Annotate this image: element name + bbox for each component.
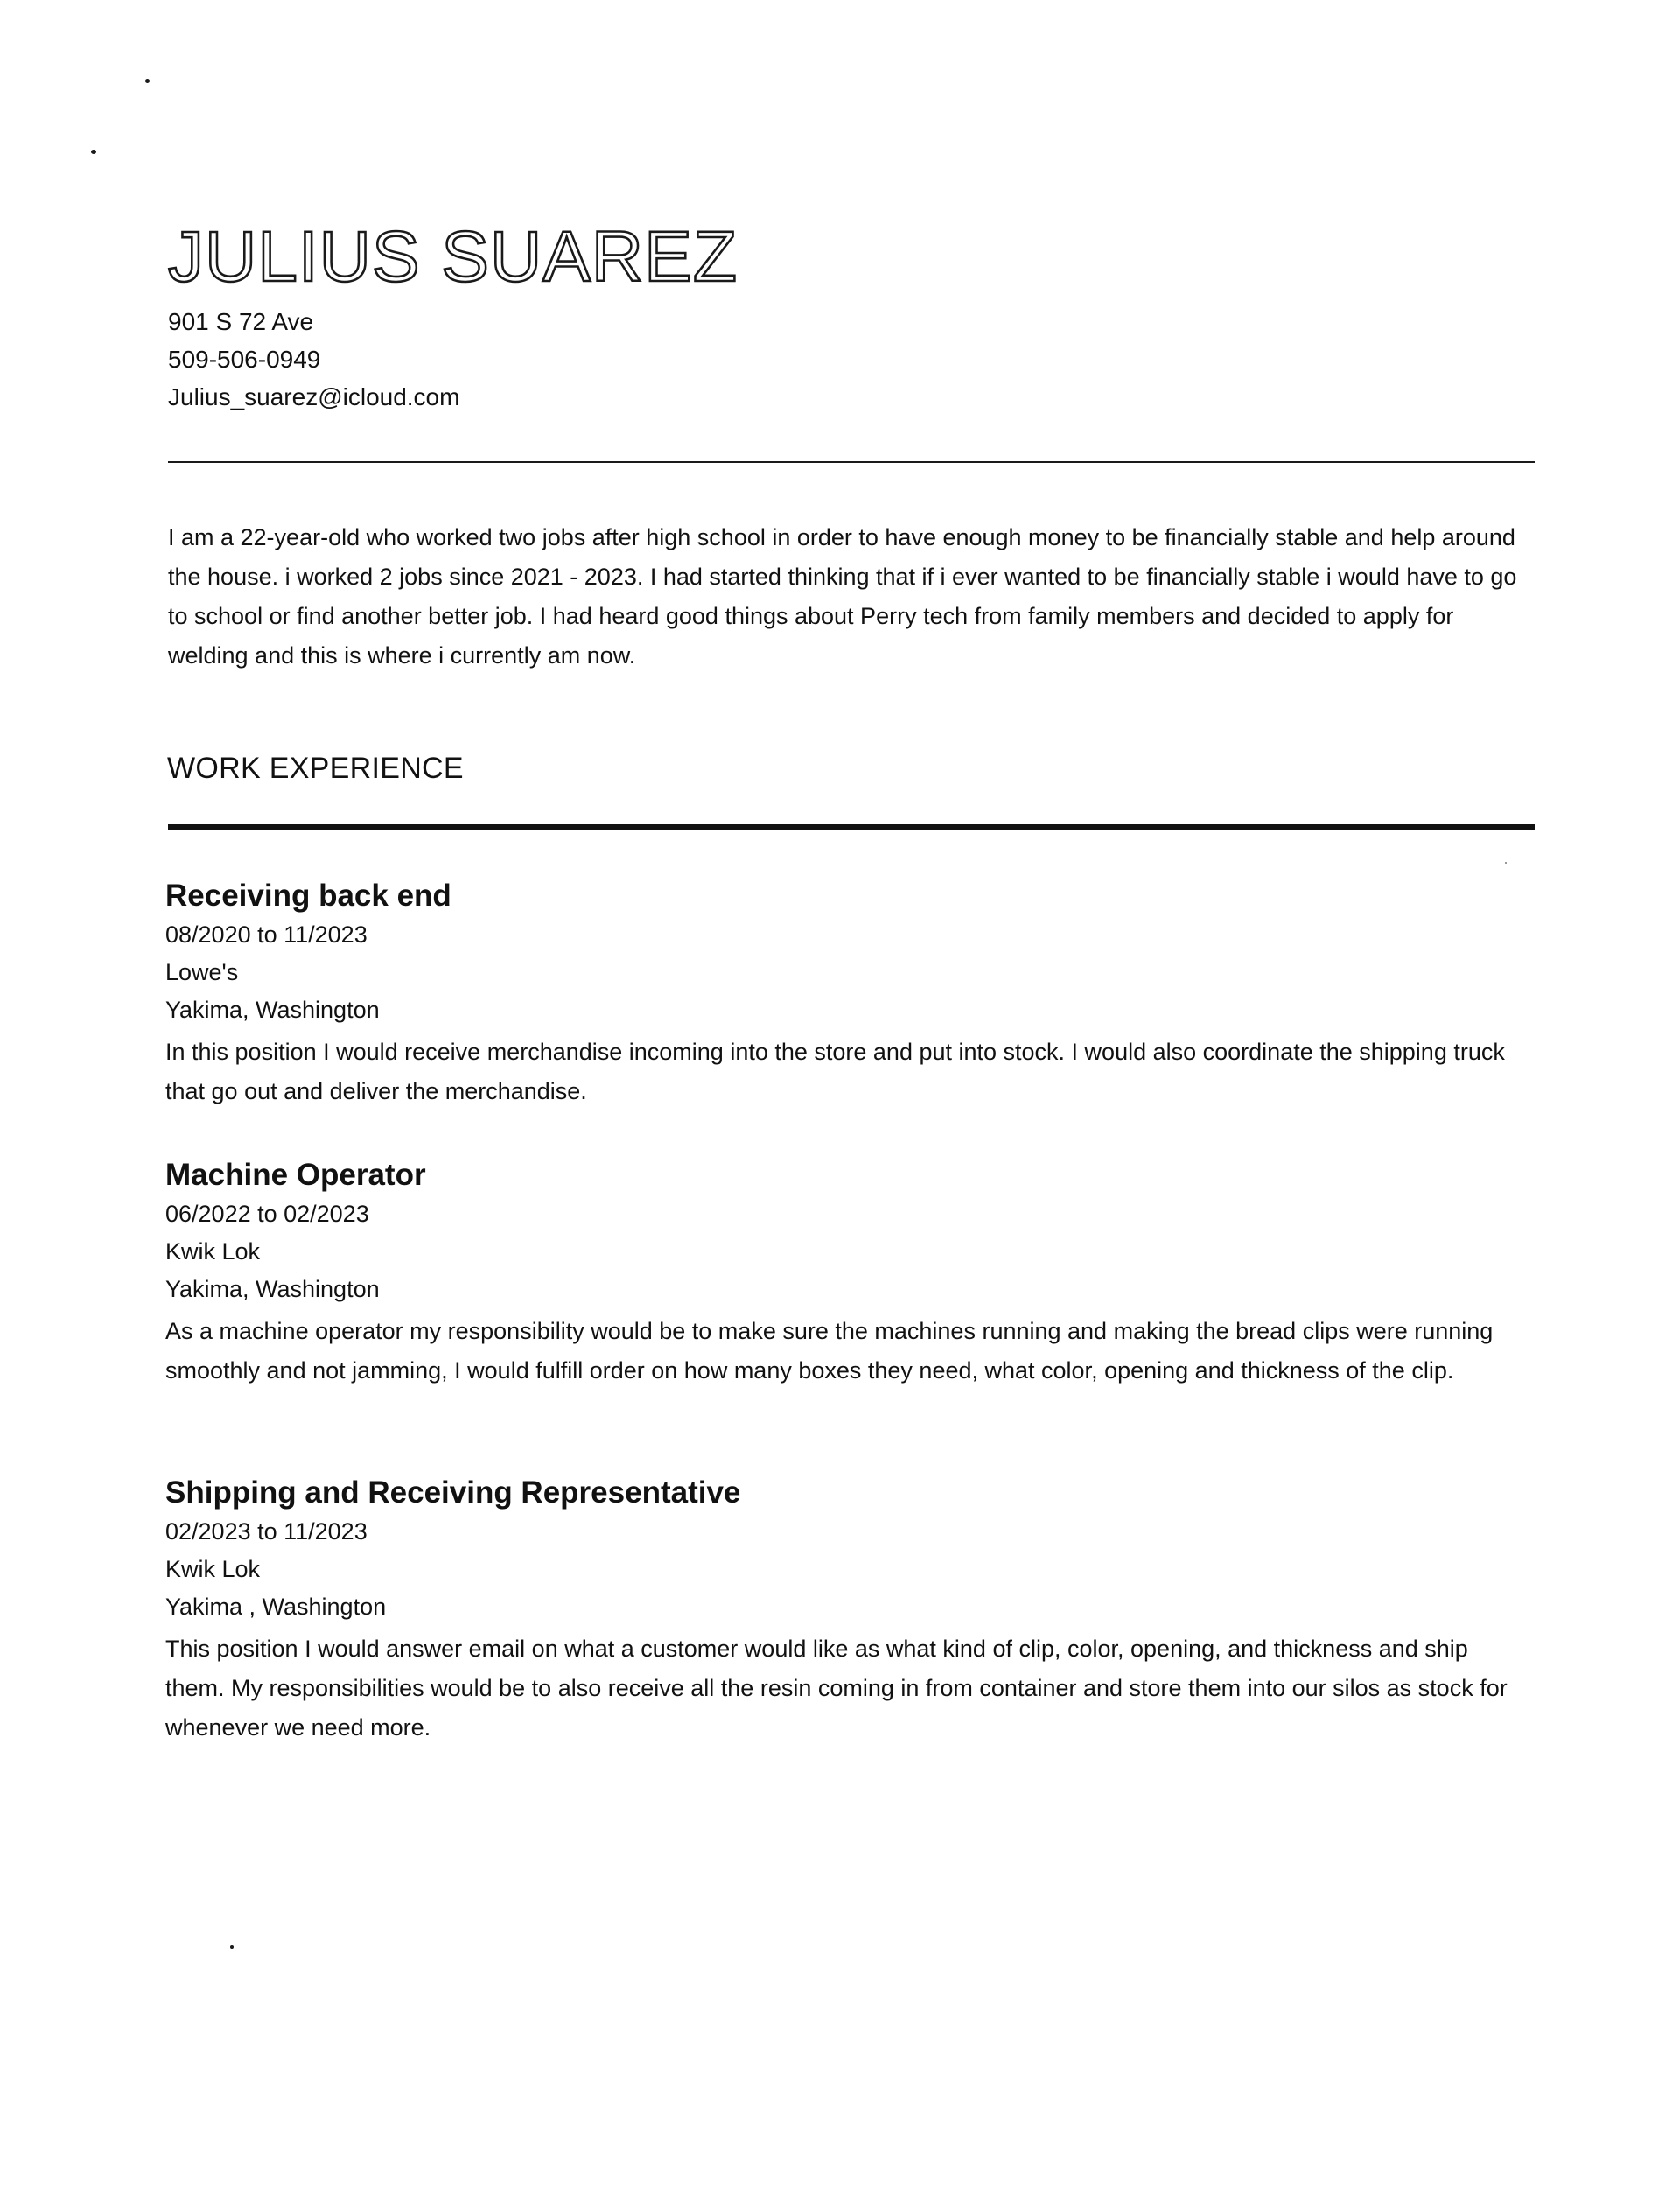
job-entry xyxy=(165,1473,1530,1748)
address: 901 S 72 Ave xyxy=(168,308,314,335)
section-divider xyxy=(168,824,1535,830)
job-description: In this position I would receive merchandise incoming into the store and put into stock. I would also coordinate the shipping truck that go out and deliver the merchandise. xyxy=(165,1039,1505,1104)
job-company: Kwik Lok xyxy=(165,1556,261,1582)
job-entry xyxy=(165,1155,1530,1391)
job-title: Machine Operator xyxy=(165,1158,426,1192)
job-location: Yakima, Washington xyxy=(165,1276,380,1302)
resume-header xyxy=(168,217,1533,416)
job-dates: 08/2020 to 11/2023 xyxy=(165,921,368,948)
job-location: Yakima, Washington xyxy=(165,997,380,1023)
summary-paragraph: I am a 22-year-old who worked two jobs after high school in order to have enough money to be financially stable and help around the house. i worked 2 jobs since 2021 - 2023. I had started thinking that if i ever wanted to be financially stable i would have to go to school or find another better job. I had heard good things about Perry tech from family members and decided to apply for welding and this is where i currently am now. xyxy=(168,524,1517,669)
job-dates: 06/2022 to 02/2023 xyxy=(165,1201,369,1227)
candidate-name: JULIUS SUAREZ xyxy=(168,217,738,297)
job-title: Shipping and Receiving Representative xyxy=(165,1475,741,1510)
job-description: This position I would answer email on what a customer would like as what kind of clip, color, opening, and thickness and ship them. My responsibilities would be to also receive all the resin coming in from container and store them into our silos as stock for whenever we need more. xyxy=(165,1636,1508,1741)
job-title: Receiving back end xyxy=(165,879,452,913)
phone-number: 509-506-0949 xyxy=(168,346,321,373)
job-description: As a machine operator my responsibility would be to make sure the machines running and making the bread clips were running smoothly and not jamming, I would fulfill order on how many boxes they need, what color, opening and thickness of the clip. xyxy=(165,1318,1494,1384)
job-company: Lowe's xyxy=(165,959,239,985)
contact-info xyxy=(168,303,1533,416)
header-divider xyxy=(168,461,1535,463)
scan-speck xyxy=(145,79,150,83)
scan-speck xyxy=(91,150,96,154)
job-location: Yakima , Washington xyxy=(165,1594,387,1620)
job-entry xyxy=(165,876,1530,1111)
job-company: Kwik Lok xyxy=(165,1238,261,1265)
scan-speck xyxy=(1505,862,1507,864)
work-experience-heading: WORK EXPERIENCE xyxy=(167,752,464,785)
job-dates: 02/2023 to 11/2023 xyxy=(165,1518,368,1545)
scan-speck xyxy=(230,1945,234,1949)
email-address: Julius_suarez@icloud.com xyxy=(168,383,460,410)
